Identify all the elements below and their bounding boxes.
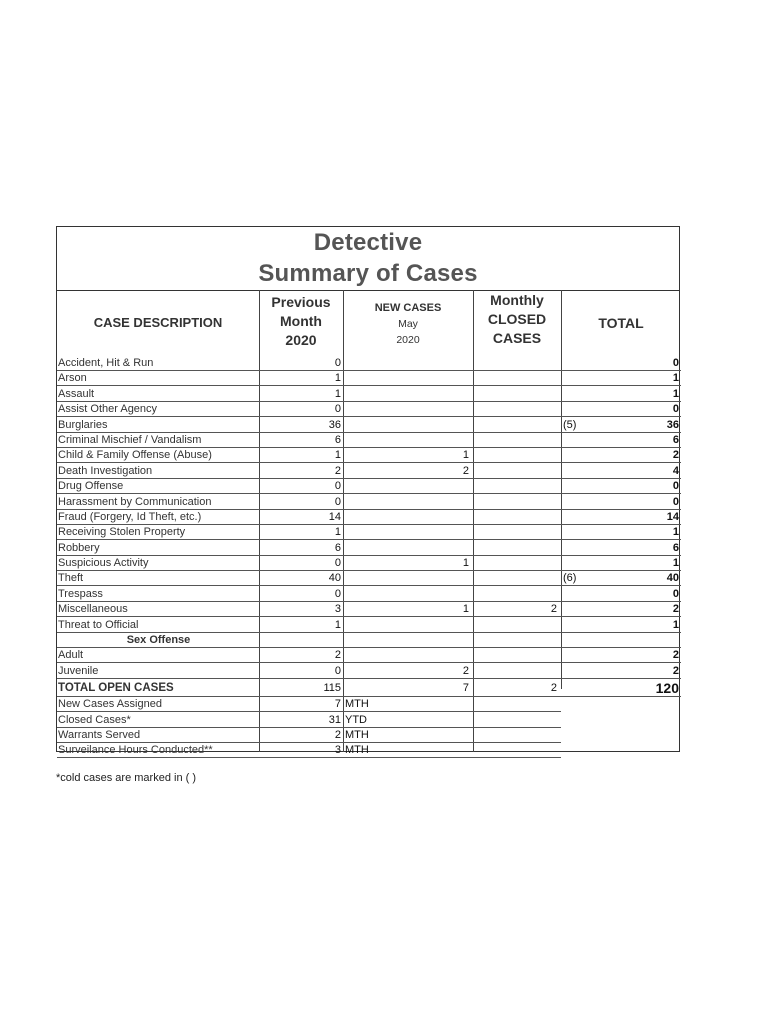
previous-month-cell: 0 <box>259 587 343 602</box>
header-closed-line-1: Monthly <box>490 292 544 308</box>
case-description-cell: Drug Offense <box>57 479 259 494</box>
stat-label: Closed Cases* <box>57 713 259 728</box>
case-description-cell: Trespass <box>57 587 259 602</box>
case-rows <box>57 356 679 759</box>
header-previous-line-3: 2020 <box>285 332 317 348</box>
closed-cases-cell <box>473 418 561 433</box>
closed-cases-cell <box>473 371 561 386</box>
table-row <box>57 387 679 402</box>
header-closed-line-2: CLOSED <box>487 311 547 327</box>
total-open-closed: 2 <box>473 679 561 697</box>
closed-cases-cell <box>473 448 561 463</box>
table-row <box>57 664 679 679</box>
previous-month-cell: 0 <box>259 356 343 371</box>
total-cell <box>561 571 681 586</box>
case-description-cell: Harassment by Communication <box>57 495 259 510</box>
total-cell <box>561 464 681 479</box>
new-cases-cell <box>343 510 473 525</box>
stat-empty-cell <box>473 697 561 712</box>
new-cases-cell: 1 <box>343 556 473 571</box>
total-cell <box>561 387 681 402</box>
total-value: 36 <box>666 418 679 431</box>
stat-label: Surveilance Hours Conducted** <box>57 743 259 758</box>
total-open-total: 120 <box>561 679 681 697</box>
case-description-cell: Receiving Stolen Property <box>57 525 259 540</box>
previous-month-cell: 1 <box>259 448 343 463</box>
stat-row <box>57 697 679 712</box>
new-cases-cell <box>343 525 473 540</box>
header-new-line-3: 2020 <box>396 334 420 346</box>
cold-case-count: (6) <box>563 572 577 585</box>
stat-row <box>57 713 679 728</box>
total-open-cases-row <box>57 679 679 697</box>
new-cases-cell <box>343 402 473 417</box>
total-cell <box>561 433 681 448</box>
closed-cases-cell <box>473 356 561 371</box>
table-row <box>57 571 679 586</box>
total-value: 2 <box>672 664 679 677</box>
total-open-label: TOTAL OPEN CASES <box>57 679 259 697</box>
case-description-cell: Death Investigation <box>57 464 259 479</box>
previous-month-cell: 1 <box>259 618 343 633</box>
closed-cases-cell <box>473 479 561 494</box>
total-cell <box>561 448 681 463</box>
total-cell <box>561 371 681 386</box>
table-row <box>57 510 679 525</box>
total-value: 0 <box>672 495 679 508</box>
stat-value: 2 <box>259 728 343 743</box>
previous-month-cell: 1 <box>259 387 343 402</box>
closed-cases-cell <box>473 664 561 679</box>
table-row <box>57 356 679 371</box>
total-cell <box>561 525 681 540</box>
total-cell <box>561 633 681 648</box>
table-row <box>57 587 679 602</box>
case-description-cell: Criminal Mischief / Vandalism <box>57 433 259 448</box>
table-row <box>57 602 679 617</box>
table-row <box>57 433 679 448</box>
table-row <box>57 648 679 663</box>
new-cases-cell: 2 <box>343 664 473 679</box>
total-cell <box>561 664 681 679</box>
stat-value: 31 <box>259 713 343 728</box>
case-description-cell: Child & Family Offense (Abuse) <box>57 448 259 463</box>
cold-case-count: (5) <box>563 418 577 431</box>
new-cases-cell <box>343 633 473 648</box>
header-case-description: CASE DESCRIPTION <box>93 315 223 330</box>
previous-month-cell: 40 <box>259 571 343 586</box>
case-description-cell: Fraud (Forgery, Id Theft, etc.) <box>57 510 259 525</box>
total-value: 2 <box>672 603 679 616</box>
previous-month-cell: 0 <box>259 479 343 494</box>
new-cases-cell: 1 <box>343 602 473 617</box>
previous-month-cell: 3 <box>259 602 343 617</box>
closed-cases-cell <box>473 525 561 540</box>
closed-cases-cell <box>473 648 561 663</box>
new-cases-cell <box>343 387 473 402</box>
total-cell <box>561 510 681 525</box>
total-cell <box>561 556 681 571</box>
total-open-new: 7 <box>343 679 473 697</box>
total-value: 0 <box>672 587 679 600</box>
total-value: 0 <box>672 403 679 416</box>
total-cell <box>561 541 681 556</box>
table-row <box>57 633 679 648</box>
header-previous-line-2: Month <box>280 313 322 329</box>
total-value: 2 <box>672 449 679 462</box>
case-description-cell: Assault <box>57 387 259 402</box>
new-cases-cell <box>343 571 473 586</box>
stat-value: 3 <box>259 743 343 758</box>
table-row <box>57 464 679 479</box>
title-line-1: Detective <box>313 229 423 256</box>
total-value: 0 <box>672 480 679 493</box>
closed-cases-cell <box>473 618 561 633</box>
total-value: 6 <box>672 433 679 446</box>
previous-month-cell: 1 <box>259 371 343 386</box>
stat-row <box>57 743 679 758</box>
header-previous-line-1: Previous <box>271 294 331 310</box>
total-cell <box>561 479 681 494</box>
new-cases-cell <box>343 371 473 386</box>
new-cases-cell <box>343 433 473 448</box>
table-row <box>57 418 679 433</box>
total-cell <box>561 495 681 510</box>
closed-cases-cell <box>473 587 561 602</box>
cold-cases-footnote: *cold cases are marked in ( ) <box>56 772 196 784</box>
table-row <box>57 448 679 463</box>
case-description-cell: Adult <box>57 648 259 663</box>
total-value: 6 <box>672 541 679 554</box>
previous-month-cell: 0 <box>259 664 343 679</box>
closed-cases-cell: 2 <box>473 602 561 617</box>
case-description-cell: Juvenile <box>57 664 259 679</box>
total-cell <box>561 418 681 433</box>
previous-month-cell: 2 <box>259 648 343 663</box>
table-row <box>57 479 679 494</box>
total-value: 1 <box>672 526 679 539</box>
stat-row <box>57 728 679 743</box>
new-cases-cell <box>343 648 473 663</box>
stat-empty-cell <box>473 743 561 758</box>
total-cell <box>561 402 681 417</box>
stat-unit: MTH <box>343 728 473 743</box>
previous-month-cell: 0 <box>259 495 343 510</box>
previous-month-cell: 0 <box>259 556 343 571</box>
case-description-cell: Accident, Hit & Run <box>57 356 259 371</box>
case-description-cell: Arson <box>57 371 259 386</box>
previous-month-cell: 6 <box>259 433 343 448</box>
total-value: 0 <box>672 357 679 369</box>
stat-label: New Cases Assigned <box>57 697 259 712</box>
previous-month-cell: 14 <box>259 510 343 525</box>
new-cases-cell: 1 <box>343 448 473 463</box>
new-cases-cell <box>343 356 473 371</box>
total-cell <box>561 618 681 633</box>
closed-cases-cell <box>473 387 561 402</box>
total-value: 14 <box>666 510 679 523</box>
new-cases-cell <box>343 587 473 602</box>
total-value: 1 <box>672 618 679 631</box>
previous-month-cell: 6 <box>259 541 343 556</box>
header-new-line-1: NEW CASES <box>374 302 442 314</box>
total-value: 1 <box>672 557 679 570</box>
stat-unit: MTH <box>343 697 473 712</box>
previous-month-cell <box>259 633 343 648</box>
table-row <box>57 556 679 571</box>
closed-cases-cell <box>473 541 561 556</box>
case-description-cell: Miscellaneous <box>57 602 259 617</box>
detective-summary-sheet <box>56 226 680 757</box>
total-cell <box>561 648 681 663</box>
total-cell <box>561 356 681 371</box>
total-value: 40 <box>666 572 679 585</box>
previous-month-cell: 2 <box>259 464 343 479</box>
table-row <box>57 618 679 633</box>
case-description-cell: Suspicious Activity <box>57 556 259 571</box>
new-cases-cell <box>343 479 473 494</box>
case-description-cell: Sex Offense <box>57 633 259 648</box>
stat-unit: YTD <box>343 713 473 728</box>
stat-empty-cell <box>473 728 561 743</box>
new-cases-cell: 2 <box>343 464 473 479</box>
closed-cases-cell <box>473 633 561 648</box>
closed-cases-cell <box>473 556 561 571</box>
previous-month-cell: 36 <box>259 418 343 433</box>
header-total: TOTAL <box>598 315 644 331</box>
new-cases-cell <box>343 541 473 556</box>
total-value: 4 <box>672 464 679 477</box>
case-description-cell: Theft <box>57 571 259 586</box>
closed-cases-cell <box>473 495 561 510</box>
header-previous-month <box>259 290 343 356</box>
previous-month-cell: 0 <box>259 402 343 417</box>
new-cases-cell <box>343 418 473 433</box>
table-row <box>57 371 679 386</box>
case-description-cell: Assist Other Agency <box>57 402 259 417</box>
total-cell <box>561 602 681 617</box>
table-row <box>57 525 679 540</box>
title-block <box>57 227 679 291</box>
closed-cases-cell <box>473 571 561 586</box>
total-value: 1 <box>672 372 679 385</box>
total-value: 2 <box>672 649 679 662</box>
closed-cases-cell <box>473 510 561 525</box>
stat-value: 7 <box>259 697 343 712</box>
case-description-cell: Robbery <box>57 541 259 556</box>
header-closed-cases <box>473 290 561 356</box>
table-row <box>57 541 679 556</box>
new-cases-cell <box>343 495 473 510</box>
total-open-previous: 115 <box>259 679 343 697</box>
table-row <box>57 402 679 417</box>
case-description-cell: Burglaries <box>57 418 259 433</box>
stat-empty-cell <box>473 713 561 728</box>
header-new-cases <box>343 290 473 356</box>
closed-cases-cell <box>473 464 561 479</box>
title-line-2: Summary of Cases <box>258 260 478 287</box>
total-cell <box>561 587 681 602</box>
total-value: 1 <box>672 387 679 400</box>
header-closed-line-3: CASES <box>492 330 542 346</box>
header-new-line-2: May <box>398 318 418 330</box>
stat-label: Warrants Served <box>57 728 259 743</box>
new-cases-cell <box>343 618 473 633</box>
table-row <box>57 495 679 510</box>
stat-unit: MTH <box>343 743 473 758</box>
closed-cases-cell <box>473 433 561 448</box>
closed-cases-cell <box>473 402 561 417</box>
previous-month-cell: 1 <box>259 525 343 540</box>
case-description-cell: Threat to Official <box>57 618 259 633</box>
